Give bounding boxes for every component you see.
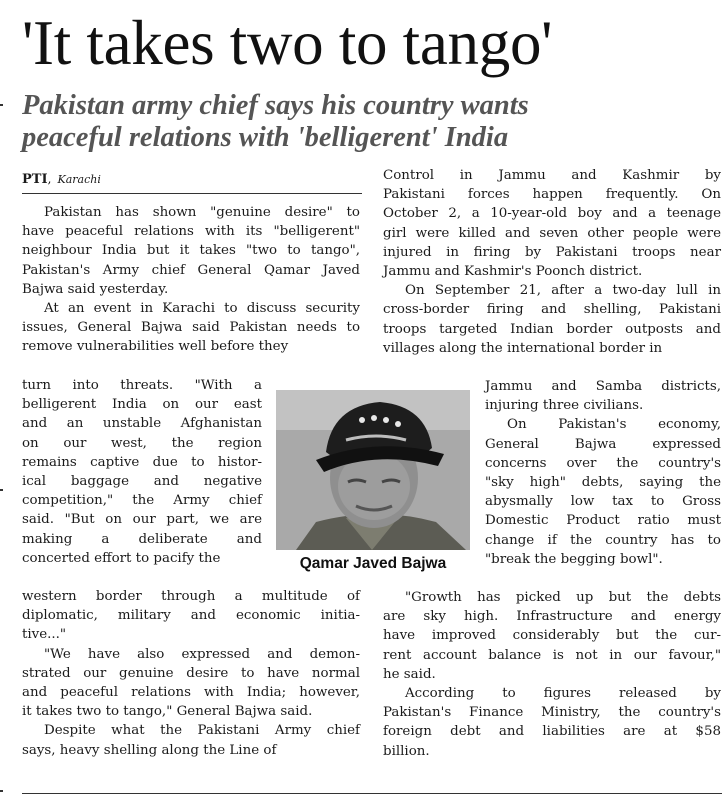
text-line: he said. xyxy=(383,666,436,682)
paragraph xyxy=(485,377,721,415)
text-line: Domestic Product ratio must xyxy=(485,513,721,529)
text-line: Jammu and Samba districts, xyxy=(485,379,721,394)
article-column-left-top xyxy=(22,203,360,357)
text-line: issues, General Bajwa said Pakistan needs to xyxy=(22,320,360,336)
text-line: remove vulnerabilities well before they xyxy=(22,339,289,355)
text-line: On September 21, after a two-day lull in xyxy=(405,283,721,299)
text-line: diplomatic, military and economic initia- xyxy=(22,608,360,624)
text-line: "We have also expressed and demon- xyxy=(44,646,360,662)
paragraph xyxy=(22,376,262,568)
text-line: Pakistan's Finance Ministry, the country's xyxy=(383,705,721,721)
text-line: cross-border firing and shelling, Pakistani xyxy=(383,302,721,318)
text-line: and peaceful relations with India; however, xyxy=(22,685,360,701)
text-line: "break the begging bowl". xyxy=(485,551,663,567)
text-line: abysmally low tax to Gross xyxy=(485,494,721,510)
text-line: troops targeted Indian border outposts and xyxy=(383,321,721,337)
text-line: it takes two to tango," General Bajwa said. xyxy=(22,704,313,720)
portrait-photo xyxy=(276,390,470,550)
margin-tick xyxy=(0,489,3,491)
text-line: said. "But on our part, we are xyxy=(22,512,262,528)
text-line: injuring three civilians. xyxy=(485,398,644,414)
paragraph xyxy=(383,281,721,358)
text-line: remains captive due to histor- xyxy=(22,454,262,470)
text-line: Pakistan's Army chief General Qamar Javed xyxy=(22,262,360,278)
text-line: According to figures released by xyxy=(405,686,721,702)
article-column-left-wrap xyxy=(22,376,262,568)
article-column-right-top xyxy=(383,166,721,358)
text-line: foreign debt and liabilities are at $58 xyxy=(383,724,721,740)
text-line: says, heavy shelling along the Line of xyxy=(22,742,277,758)
byline-agency: PTI xyxy=(22,172,48,187)
text-line: concerted effort to pacify the xyxy=(22,550,221,566)
paragraph xyxy=(22,203,360,299)
byline-comma: , xyxy=(47,171,52,186)
article-column-left-bottom xyxy=(22,587,360,760)
headline: 'It takes two to tango' xyxy=(22,8,553,78)
subheadline-line: Pakistan army chief says his country wants xyxy=(22,90,529,121)
paragraph xyxy=(22,587,360,645)
paragraph xyxy=(22,299,360,357)
text-line: tive..." xyxy=(22,627,67,643)
text-line: Despite what the Pakistani Army chief xyxy=(44,723,360,739)
paragraph xyxy=(383,588,721,684)
byline-place: Karachi xyxy=(57,173,101,186)
paragraph xyxy=(22,721,360,759)
subheadline xyxy=(22,90,722,154)
text-line: have peaceful relations with its "belligerent" xyxy=(22,224,360,240)
text-line: and an unstable Afghanistan xyxy=(22,416,262,432)
paragraph xyxy=(22,645,360,722)
text-line: making a deliberate and xyxy=(22,531,262,547)
text-line: on our west, the region xyxy=(22,435,262,451)
text-line: Pakistani forces happen frequently. On xyxy=(383,187,721,203)
text-line: On Pakistan's economy, xyxy=(507,417,721,433)
text-line: October 2, a 10-year-old boy and a teenage xyxy=(383,206,721,222)
article-column-right-bottom xyxy=(383,588,721,761)
text-line: ical baggage and negative xyxy=(22,474,262,490)
text-line: "Growth has picked up but the debts xyxy=(405,590,721,605)
text-line: injured in firing by Pakistani troops near xyxy=(383,244,721,260)
text-line: Control in Jammu and Kashmir by xyxy=(383,168,721,183)
text-line: Jammu and Kashmir's Poonch district. xyxy=(383,264,643,280)
margin-tick xyxy=(0,790,3,792)
text-line: change if the country has to xyxy=(485,532,721,548)
text-line: villages along the international border in xyxy=(383,340,663,356)
subheadline-line: peaceful relations with 'belligerent' India xyxy=(22,122,509,153)
article-column-right-wrap xyxy=(485,377,721,569)
text-line: billion. xyxy=(383,743,430,759)
bottom-rule xyxy=(22,793,722,794)
text-line: turn into threats. "With a xyxy=(22,378,262,393)
text-line: rent account balance is not in our favour," xyxy=(383,647,721,663)
text-line: strated our genuine desire to have normal xyxy=(22,665,360,681)
paragraph xyxy=(383,166,721,281)
paragraph xyxy=(383,684,721,761)
text-line: competition," the Army chief xyxy=(22,493,262,509)
text-line: Pakistan has shown "genuine desire" to xyxy=(44,205,360,220)
text-line: are sky high. Infrastructure and energy xyxy=(383,609,721,625)
text-line: belligerent India on our east xyxy=(22,397,262,413)
text-line: concerns over the country's xyxy=(485,455,721,471)
text-line: Bajwa said yesterday. xyxy=(22,281,169,297)
text-line: At an event in Karachi to discuss security xyxy=(44,301,360,317)
text-line: have improved considerably but the cur- xyxy=(383,628,721,644)
portrait-illustration xyxy=(276,390,470,550)
text-line: "sky high" debts, saying the xyxy=(485,475,721,491)
text-line: neighbour India but it takes "two to tango", xyxy=(22,243,360,259)
text-line: western border through a multitude of xyxy=(22,589,360,604)
text-line: girl were killed and seven other people were xyxy=(383,225,721,241)
paragraph xyxy=(485,415,721,569)
text-line: General Bajwa expressed xyxy=(485,436,721,452)
margin-tick xyxy=(0,104,3,106)
byline xyxy=(22,170,362,194)
photo-caption: Qamar Javed Bajwa xyxy=(299,555,447,572)
